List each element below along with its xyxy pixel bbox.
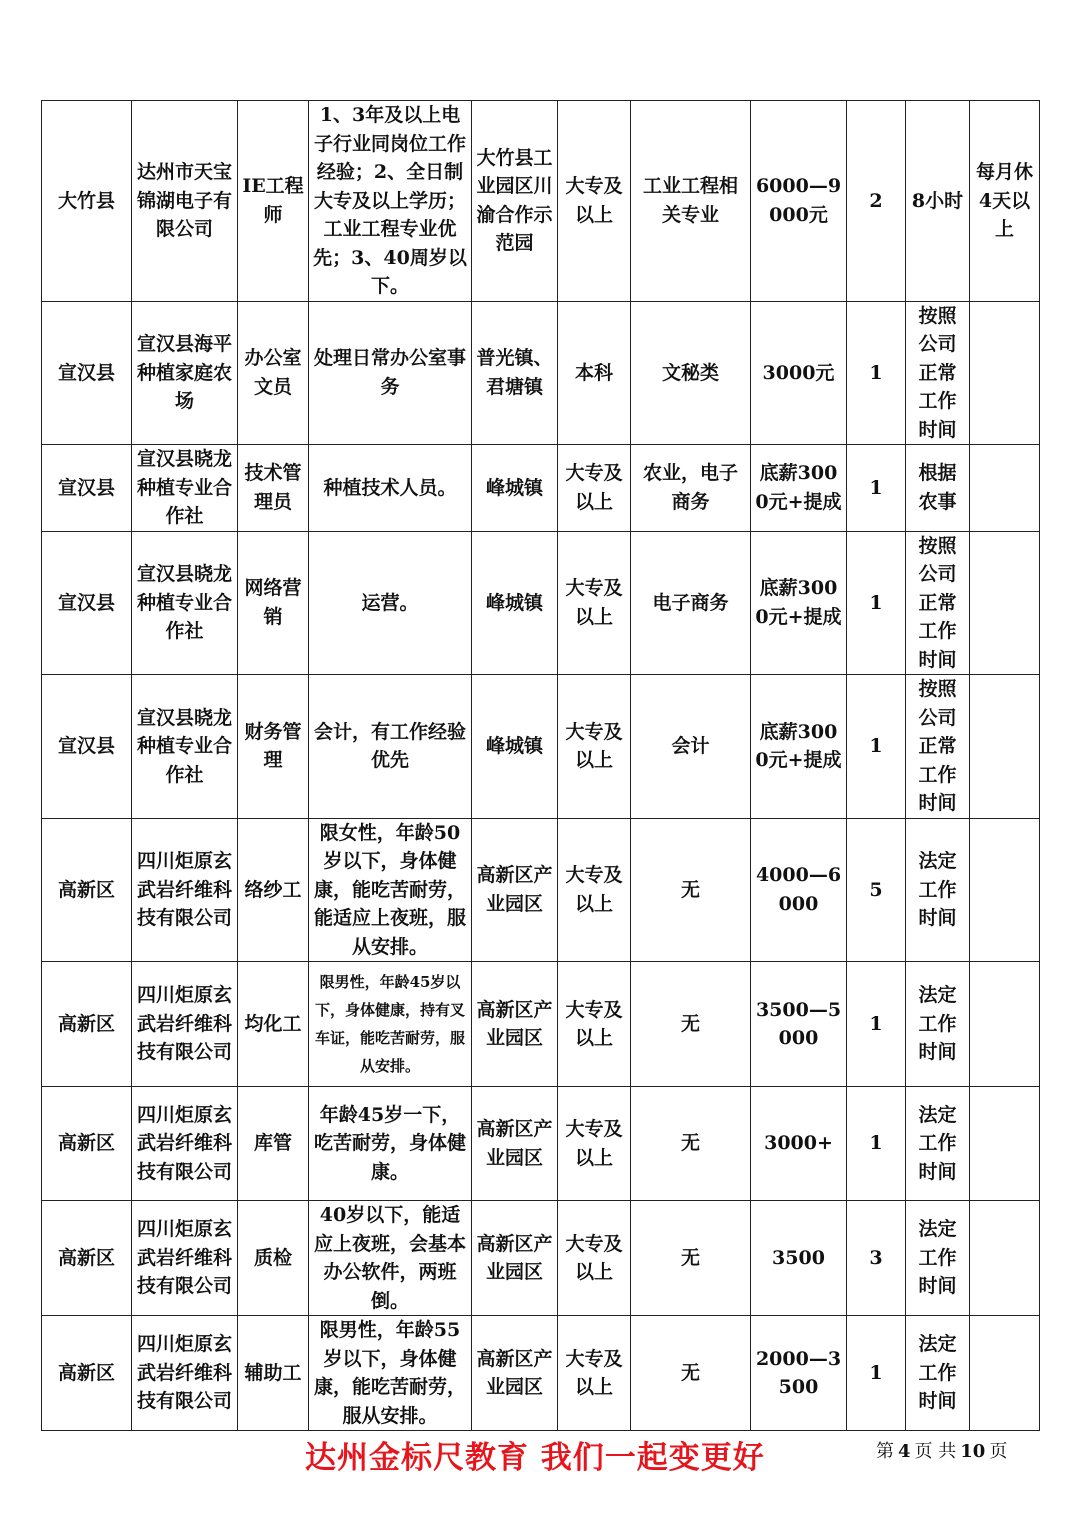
cell-county: 高新区: [42, 818, 132, 962]
table-row: [42, 1201, 1040, 1316]
cell-position: 网络营销: [238, 531, 309, 675]
footer-slogan: 达州金标尺教育 我们一起变更好: [305, 1440, 765, 1476]
page-number: 4: [898, 1441, 911, 1462]
cell-hours: 按照公司正常工作时间: [906, 531, 970, 675]
cell-county: 高新区: [42, 962, 132, 1087]
cell-major: 文秘类: [631, 301, 751, 445]
cell-education: 大专及以上: [558, 962, 631, 1087]
cell-rest: [970, 675, 1040, 819]
table-body: [42, 101, 1040, 1431]
cell-company: 四川炬原玄武岩纤维科技有限公司: [132, 1087, 238, 1201]
cell-requirements: 限男性，年龄45岁以下，身体健康，持有叉车证，能吃苦耐劳，服从安排。: [309, 962, 472, 1087]
cell-count: 3: [847, 1201, 906, 1316]
cell-position: 办公室文员: [238, 301, 309, 445]
cell-count: 1: [847, 1316, 906, 1431]
cell-salary: 底薪3000元+提成: [751, 445, 847, 532]
cell-location: 峰城镇: [472, 531, 558, 675]
page-suffix: 页: [989, 1441, 1008, 1462]
cell-position: 库管: [238, 1087, 309, 1201]
cell-position: 技术管理员: [238, 445, 309, 532]
cell-count: 2: [847, 101, 906, 302]
cell-education: 大专及以上: [558, 1316, 631, 1431]
cell-county: 宣汉县: [42, 301, 132, 445]
cell-location: 峰城镇: [472, 675, 558, 819]
cell-location: 高新区产业园区: [472, 818, 558, 962]
cell-count: 5: [847, 818, 906, 962]
page-indicator: [876, 1437, 1007, 1463]
cell-rest: [970, 1316, 1040, 1431]
cell-requirements: 年龄45岁一下，吃苦耐劳，身体健康。: [309, 1087, 472, 1201]
cell-rest: [970, 1087, 1040, 1201]
cell-company: 四川炬原玄武岩纤维科技有限公司: [132, 1316, 238, 1431]
cell-requirements: 会计，有工作经验优先: [309, 675, 472, 819]
cell-hours: 法定工作时间: [906, 962, 970, 1087]
table-row: [42, 1087, 1040, 1201]
cell-county: 大竹县: [42, 101, 132, 302]
cell-county: 高新区: [42, 1087, 132, 1201]
cell-education: 大专及以上: [558, 675, 631, 819]
cell-location: 峰城镇: [472, 445, 558, 532]
cell-rest: [970, 531, 1040, 675]
table-row: [42, 818, 1040, 962]
cell-county: 高新区: [42, 1316, 132, 1431]
cell-salary: 3000+: [751, 1087, 847, 1201]
cell-company: 四川炬原玄武岩纤维科技有限公司: [132, 962, 238, 1087]
cell-rest: [970, 1201, 1040, 1316]
cell-rest: [970, 445, 1040, 532]
table-row: [42, 531, 1040, 675]
cell-hours: 根据农事: [906, 445, 970, 532]
cell-position: 络纱工: [238, 818, 309, 962]
cell-major: 农业，电子商务: [631, 445, 751, 532]
cell-major: 无: [631, 1316, 751, 1431]
cell-county: 宣汉县: [42, 445, 132, 532]
cell-position: IE工程师: [238, 101, 309, 302]
cell-major: 电子商务: [631, 531, 751, 675]
cell-hours: 法定工作时间: [906, 1201, 970, 1316]
cell-company: 宣汉县晓龙种植专业合作社: [132, 675, 238, 819]
cell-position: 均化工: [238, 962, 309, 1087]
cell-position: 质检: [238, 1201, 309, 1316]
job-listings-table: [41, 100, 1040, 1431]
cell-education: 本科: [558, 301, 631, 445]
cell-company: 达州市天宝锦湖电子有限公司: [132, 101, 238, 302]
cell-salary: 6000—9000元: [751, 101, 847, 302]
cell-hours: 按照公司正常工作时间: [906, 301, 970, 445]
table-row: [42, 301, 1040, 445]
cell-count: 1: [847, 675, 906, 819]
cell-location: 高新区产业园区: [472, 962, 558, 1087]
table-row: [42, 101, 1040, 302]
cell-education: 大专及以上: [558, 445, 631, 532]
cell-education: 大专及以上: [558, 531, 631, 675]
cell-hours: 8小时: [906, 101, 970, 302]
cell-county: 宣汉县: [42, 531, 132, 675]
cell-county: 高新区: [42, 1201, 132, 1316]
cell-requirements: 运营。: [309, 531, 472, 675]
cell-salary: 3500: [751, 1201, 847, 1316]
table-row: [42, 675, 1040, 819]
cell-count: 1: [847, 301, 906, 445]
cell-rest: [970, 962, 1040, 1087]
cell-rest: [970, 301, 1040, 445]
table-row: [42, 445, 1040, 532]
cell-major: 会计: [631, 675, 751, 819]
cell-salary: 4000—6000: [751, 818, 847, 962]
cell-requirements: 处理日常办公室事务: [309, 301, 472, 445]
cell-count: 1: [847, 1087, 906, 1201]
cell-location: 高新区产业园区: [472, 1201, 558, 1316]
cell-location: 高新区产业园区: [472, 1316, 558, 1431]
cell-location: 高新区产业园区: [472, 1087, 558, 1201]
cell-company: 宣汉县海平种植家庭农场: [132, 301, 238, 445]
cell-rest: 每月休4天以上: [970, 101, 1040, 302]
cell-rest: [970, 818, 1040, 962]
cell-requirements: 40岁以下，能适应上夜班，会基本办公软件，两班倒。: [309, 1201, 472, 1316]
cell-location: 大竹县工业园区川渝合作示范园: [472, 101, 558, 302]
cell-education: 大专及以上: [558, 101, 631, 302]
cell-salary: 底薪3000元+提成: [751, 675, 847, 819]
cell-requirements: 限男性，年龄55岁以下，身体健康，能吃苦耐劳，服从安排。: [309, 1316, 472, 1431]
cell-company: 宣汉县晓龙种植专业合作社: [132, 445, 238, 532]
cell-major: 无: [631, 962, 751, 1087]
cell-education: 大专及以上: [558, 818, 631, 962]
page-total: 10: [960, 1441, 986, 1462]
cell-salary: 2000—3500: [751, 1316, 847, 1431]
cell-position: 辅助工: [238, 1316, 309, 1431]
cell-major: 无: [631, 1201, 751, 1316]
cell-county: 宣汉县: [42, 675, 132, 819]
page-prefix: 第: [876, 1441, 894, 1462]
cell-company: 四川炬原玄武岩纤维科技有限公司: [132, 1201, 238, 1316]
table-row: [42, 962, 1040, 1087]
cell-position: 财务管理: [238, 675, 309, 819]
cell-count: 1: [847, 445, 906, 532]
cell-hours: 法定工作时间: [906, 1316, 970, 1431]
cell-hours: 法定工作时间: [906, 1087, 970, 1201]
cell-major: 工业工程相关专业: [631, 101, 751, 302]
cell-company: 四川炬原玄武岩纤维科技有限公司: [132, 818, 238, 962]
cell-requirements: 种植技术人员。: [309, 445, 472, 532]
cell-requirements: 限女性，年龄50岁以下，身体健康，能吃苦耐劳，能适应上夜班，服从安排。: [309, 818, 472, 962]
cell-count: 1: [847, 531, 906, 675]
cell-company: 宣汉县晓龙种植专业合作社: [132, 531, 238, 675]
cell-major: 无: [631, 818, 751, 962]
cell-count: 1: [847, 962, 906, 1087]
cell-location: 普光镇、君塘镇: [472, 301, 558, 445]
cell-requirements: 1、3年及以上电子行业同岗位工作经验；2、全日制大专及以上学历；工业工程专业优先；3、40周岁以下。: [309, 101, 472, 302]
cell-hours: 按照公司正常工作时间: [906, 675, 970, 819]
cell-hours: 法定工作时间: [906, 818, 970, 962]
page-mid: 页 共: [914, 1441, 957, 1462]
table-row: [42, 1316, 1040, 1431]
cell-salary: 3000元: [751, 301, 847, 445]
cell-education: 大专及以上: [558, 1201, 631, 1316]
cell-major: 无: [631, 1087, 751, 1201]
cell-salary: 3500—5000: [751, 962, 847, 1087]
cell-salary: 底薪3000元+提成: [751, 531, 847, 675]
cell-education: 大专及以上: [558, 1087, 631, 1201]
